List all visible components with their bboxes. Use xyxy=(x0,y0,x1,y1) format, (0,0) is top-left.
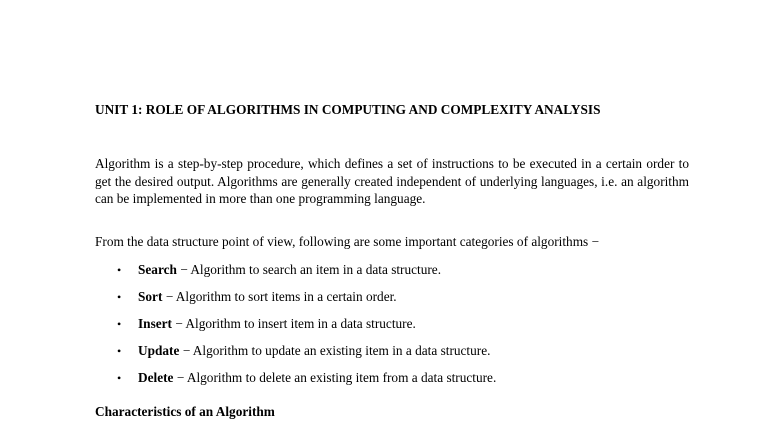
category-term: Insert xyxy=(138,316,172,331)
bullet-icon: • xyxy=(117,317,122,331)
bullet-icon: • xyxy=(117,344,122,358)
bullet-icon: • xyxy=(117,371,122,385)
categories-intro: From the data structure point of view, following are some important categories of algorithms − xyxy=(95,234,600,249)
list-item xyxy=(117,343,490,359)
category-description: − Algorithm to search an item in a data structure. xyxy=(176,262,442,277)
unit-title: UNIT 1: ROLE OF ALGORITHMS IN COMPUTING AND COMPLEXITY ANALYSIS xyxy=(95,102,601,117)
bullet-icon: • xyxy=(117,263,122,277)
list-item xyxy=(117,316,416,332)
section-heading: Characteristics of an Algorithm xyxy=(95,404,275,419)
category-description: − Algorithm to insert item in a data structure. xyxy=(171,316,416,331)
category-description: − Algorithm to sort items in a certain order. xyxy=(162,289,397,304)
list-item xyxy=(117,370,496,386)
category-description: − Algorithm to delete an existing item from a data structure. xyxy=(173,370,497,385)
definition-paragraph: Algorithm is a step-by-step procedure, which defines a set of instructions to be executed in a certain order to get the desired output. Algorithms are generally created independent of underlying languages, i.e. an algorithm can be implemented in more than one programming language. xyxy=(95,156,689,206)
category-term: Search xyxy=(138,262,177,277)
bullet-icon: • xyxy=(117,290,122,304)
list-item xyxy=(117,289,397,305)
category-term: Delete xyxy=(138,370,174,385)
category-term: Sort xyxy=(138,289,163,304)
category-description: − Algorithm to update an existing item in a data structure. xyxy=(179,343,491,358)
category-term: Update xyxy=(138,343,180,358)
list-item xyxy=(117,262,441,278)
